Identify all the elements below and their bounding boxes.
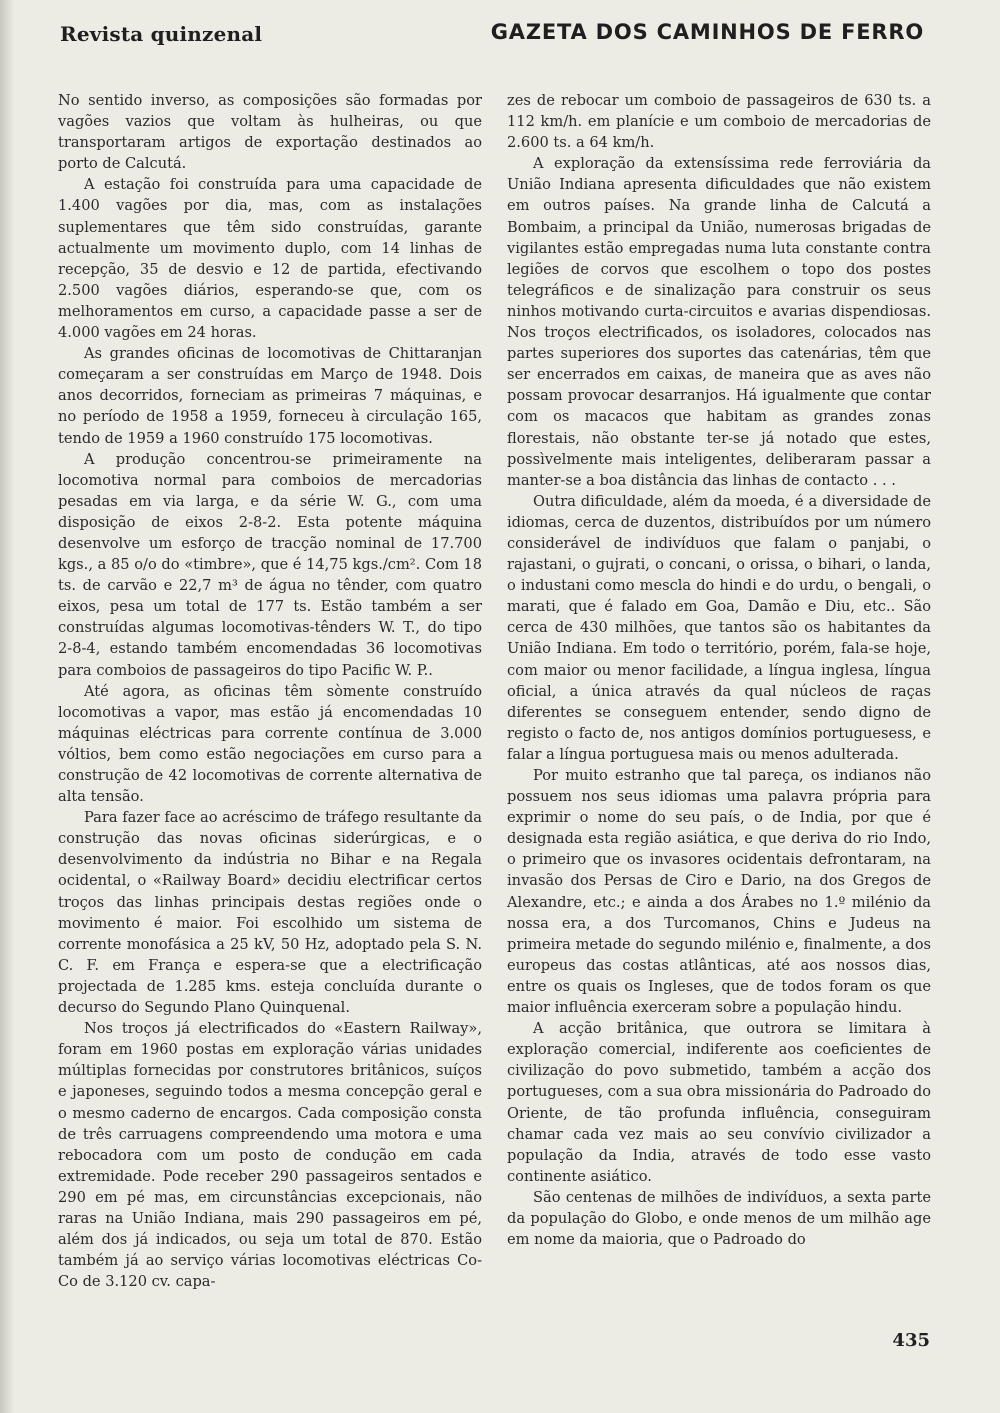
paragraph: zes de rebocar um comboio de passageiros de 630 ts. a 112 km/h. em planície e um comboio de mercadorias de 2.600 ts. a 64 km/h. (507, 92, 931, 152)
paragraph: A acção britânica, que outrora se limitara à exploração comercial, indiferente aos coeficientes de civilização do povo submetido, também a acção dos portugueses, com a sua obra missionária do Padroado do Oriente, de tão profunda influência, conseguiram chamar cada vez mais ao seu convívio civilizador a população da India, através de todo esse vasto continente asiático. (507, 1020, 931, 1185)
page-edge-shadow (0, 0, 14, 1413)
paragraph: Para fazer face ao acréscimo de tráfego resultante da construção das novas oficinas siderúrgicas, e o desenvolvimento da indústria no Bihar e na Regala ocidental, o «Railway Board» decidiu electrificar certos troços das linhas principais destas regiões onde o movimento é maior. Foi escolhido um sistema de corrente monofásica a 25 kV, 50 Hz, adoptado pela S. N. C. F. em França e espera-se que a electrificação projectada de 1.285 kms. esteja concluída durante o decurso do Segundo Plano Quinquenal. (58, 809, 482, 1017)
paragraph: Até agora, as oficinas têm sòmente construído locomotivas a vapor, mas estão já encomendadas 10 máquinas eléctricas para corrente contínua de 3.000 vóltios, bem como estão negociações em curso para a construção de 42 locomotivas de corrente alternativa de alta tensão. (58, 682, 482, 806)
paragraph: Nos troços já electrificados do «Eastern Railway», foram em 1960 postas em exploração várias unidades múltiplas fornecidas por construtores britânicos, suíços e japoneses, seguindo todos a mesma concepção geral e o mesmo caderno de encargos. Cada composição consta de três carruagens compreendendo uma motora e uma rebocadora com um posto de condução em cada extremidade. Pode receber 290 passageiros sentados e 290 em pé mas, em circunstâncias excepcionais, não raras na União Indiana, mais 290 passageiros em pé, além dos já indicados, ou seja um total de 870. Estão também já ao serviço várias locomotivas eléctricas Co-Co de 3.120 cv. capa- (58, 1020, 482, 1291)
paragraph: A exploração da extensíssima rede ferroviária da União Indiana apresenta dificuldades que não existem em outros países. Na grande linha de Calcutá a Bombaim, a principal da União, numerosas brigadas de vigilantes estão empregadas numa luta constante contra legiões de corvos que escolhem o topo dos postes telegráficos e de sinalização para construir os seus ninhos motivando curta-circuitos e avarias dispendiosas. Nos troços electrificados, os isoladores, colocados nas partes superiores dos suportes das catenárias, têm que ser encerrados em caixas, de maneira que as aves não possam provocar desarranjos. Há igualmente que contar com os macacos que habitam as grandes zonas florestais, não obstante ter-se já notado que estes, possìvelmente mais inteligentes, deliberaram passar a manter-se a boa distância das linhas de contacto . . . (507, 155, 931, 489)
paragraph: No sentido inverso, as composições são formadas por vagões vazios que voltam às hulheiras, ou que transportaram artigos de exportação destinados ao porto de Calcutá. (58, 92, 482, 173)
paragraph: A estação foi construída para uma capacidade de 1.400 vagões por dia, mas, com as instalações suplementares que têm sido construídas, garante actualmente um movimento duplo, com 14 linhas de recepção, 35 de desvio e 12 de partida, efectivando 2.500 vagões diários, esperando-se que, com os melhoramentos em curso, a capacidade passe a ser de 4.000 vagões em 24 horas. (58, 176, 482, 342)
right-column (507, 90, 931, 1250)
paragraph: Por muito estranho que tal pareça, os indianos não possuem nos seus idiomas uma palavra própria para exprimir o nome do seu país, o de India, por que é designada esta região asiática, e que deriva do rio Indo, o primeiro que os invasores ocidentais defrontaram, na invasão dos Persas de Ciro e Dario, na dos Gregos de Alexandre, etc.; e ainda a dos Árabes no 1.º milénio da nossa era, a dos Turcomanos, Chins e Judeus na primeira metade do segundo milénio e, finalmente, a dos europeus das costas atlânticas, até aos nossos dias, entre os quais os Ingleses, que de todos foram os que maior influência exerceram sobre a população hindu. (507, 767, 931, 1017)
paragraph: As grandes oficinas de locomotivas de Chittaranjan começaram a ser construídas em Março de 1948. Dois anos decorridos, forneciam as primeiras 7 máquinas, e no período de 1958 a 1959, forneceu à circulação 165, tendo de 1959 a 1960 construído 175 locomotivas. (58, 345, 482, 447)
header-periodicity: Revista quinzenal (60, 22, 263, 46)
left-column (58, 90, 482, 1292)
paragraph: São centenas de milhões de indivíduos, a sexta parte da população do Globo, e onde menos de um milhão age em nome da maioria, que o Padroado do (507, 1188, 931, 1249)
header-journal-title: GAZETA DOS CAMINHOS DE FERRO (490, 20, 924, 44)
paragraph: Outra dificuldade, além da moeda, é a diversidade de idiomas, cerca de duzentos, distribuídos por um número considerável de indivíduos que falam o panjabi, o rajastani, o gujrati, o concani, o orissa, o bihari, o landa, o industani como mescla do hindi e do urdu, o bengali, o marati, que é falado em Goa, Damão e Diu, etc.. São cerca de 430 milhões, que tantos são os habitantes da União Indiana. Em todo o território, porém, fala-se hoje, com maior ou menor facilidade, a língua inglesa, língua oficial, a única através da qual núcleos de raças diferentes se conseguem entender, sendo digno de registo o facto de, nos antigos domínios portuguesess, e falar a língua portuguesa mais ou menos adulterada. (507, 492, 931, 763)
page-number: 435 (892, 1330, 930, 1351)
paragraph: A produção concentrou-se primeiramente na locomotiva normal para comboios de mercadorias pesadas em via larga, e da série W. G., com uma disposição de eixos 2-8-2. Esta potente máquina desenvolve um esforço de tracção nominal de 17.700 kgs., a 85 o/o do «timbre», que é 14,75 kgs./cm². Com 18 ts. de carvão e 22,7 m³ de água no tênder, com quatro eixos, pesa um total de 177 ts. Estão também a ser construídas algumas locomotivas-tênders W. T., do tipo 2-8-4, estando também encomendadas 36 locomotivas para comboios de passageiros do tipo Pacific W. P.. (58, 450, 482, 679)
